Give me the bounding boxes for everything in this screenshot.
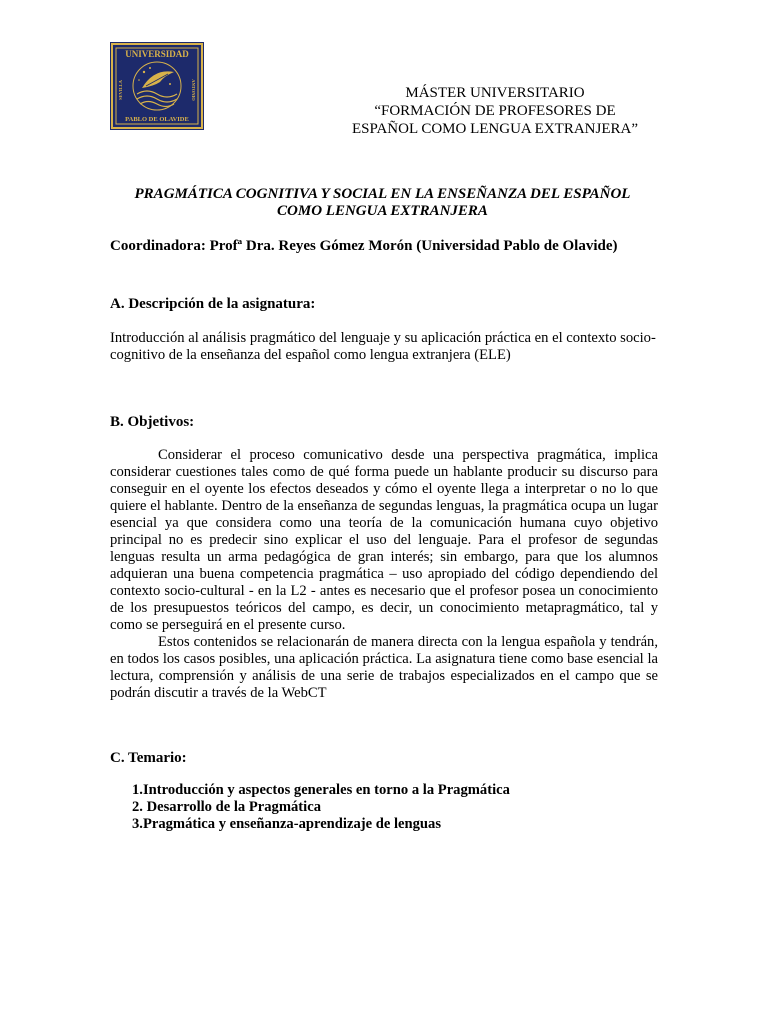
program-title-line-3: ESPAÑOL COMO LENGUA EXTRANJERA”: [352, 121, 638, 137]
program-title-line-1: MÁSTER UNIVERSITARIO: [405, 85, 585, 101]
section-b-text: [110, 447, 658, 702]
logo-left-text: SEVILLA: [118, 80, 123, 100]
section-a-paragraph: Introducción al análisis pragmático del lenguaje y su aplicación práctica en el contexto socio-cognitivo de la enseñanza del español como lengua extranjera (ELE): [110, 330, 656, 363]
topic-item-2: 2. Desarrollo de la Pragmática: [132, 799, 321, 815]
logo-right-text: ANTONIO: [191, 79, 196, 101]
logo-top-text: UNIVERSIDAD: [125, 49, 189, 59]
topic-item-3: 3.Pragmática y enseñanza-aprendizaje de lenguas: [132, 816, 442, 832]
section-a-heading: A. Descripción de la asignatura:: [110, 296, 316, 312]
program-title-line-2: “FORMACIÓN DE PROFESORES DE: [374, 103, 616, 119]
course-title-line-2: COMO LENGUA EXTRANJERA: [277, 203, 488, 219]
section-c-heading: C. Temario:: [110, 750, 187, 766]
section-b-heading: B. Objetivos:: [110, 414, 195, 430]
section-b-paragraph-2: Estos contenidos se relacionarán de manera directa con la lengua española y tendrán, en todos los casos posibles, una aplicación práctica. La asignatura tiene como base esencial la lectura, comprensión y análisis de una serie de trabajos especializados en el campo que se podrán discutir a través de la WebCT: [110, 634, 658, 701]
course-title-line-1: PRAGMÁTICA COGNITIVA Y SOCIAL EN LA ENSEÑANZA DEL ESPAÑOL: [134, 186, 631, 202]
topic-item-1: 1.Introducción y aspectos generales en torno a la Pragmática: [132, 782, 510, 798]
logo-bottom-text: PABLO DE OLAVIDE: [125, 116, 189, 123]
topic-list: [132, 782, 510, 833]
program-title: [330, 84, 660, 138]
course-title: [110, 186, 655, 220]
coordinator-line: Coordinadora: Profª Dra. Reyes Gómez Morón (Universidad Pablo de Olavide): [110, 238, 618, 254]
logo-emblem-icon: [133, 62, 181, 110]
section-b-paragraph-1: Considerar el proceso comunicativo desde una perspectiva pragmática, implica considerar cuestiones tales como de qué forma puede un hablante producir su discurso para conseguir en el oyente los efectos deseados y cómo el oyente llega a interpretar o no lo que quiere el hablante. Dentro de la enseñanza de segundas lenguas, la pragmática ocupa un lugar esencial ya que considera como una teoría de la comunicación humana cuyo objetivo principal no es predecir sino explicar el uso del lenguaje. Para el profesor de segundas lenguas resulta un arma pedagógica de gran interés; sin embargo, para que los alumnos adquieran una buena competencia pragmática – uso apropiado del código dependiendo del contexto socio-cultural - en la L2 - antes es necesario que el profesor posea un conocimiento de los presupuestos teóricos del campo, es decir, un conocimiento metapragmático, tal y como se perseguirá en el presente curso.: [110, 447, 658, 633]
university-logo: [110, 42, 204, 130]
section-a-text: [110, 330, 658, 364]
